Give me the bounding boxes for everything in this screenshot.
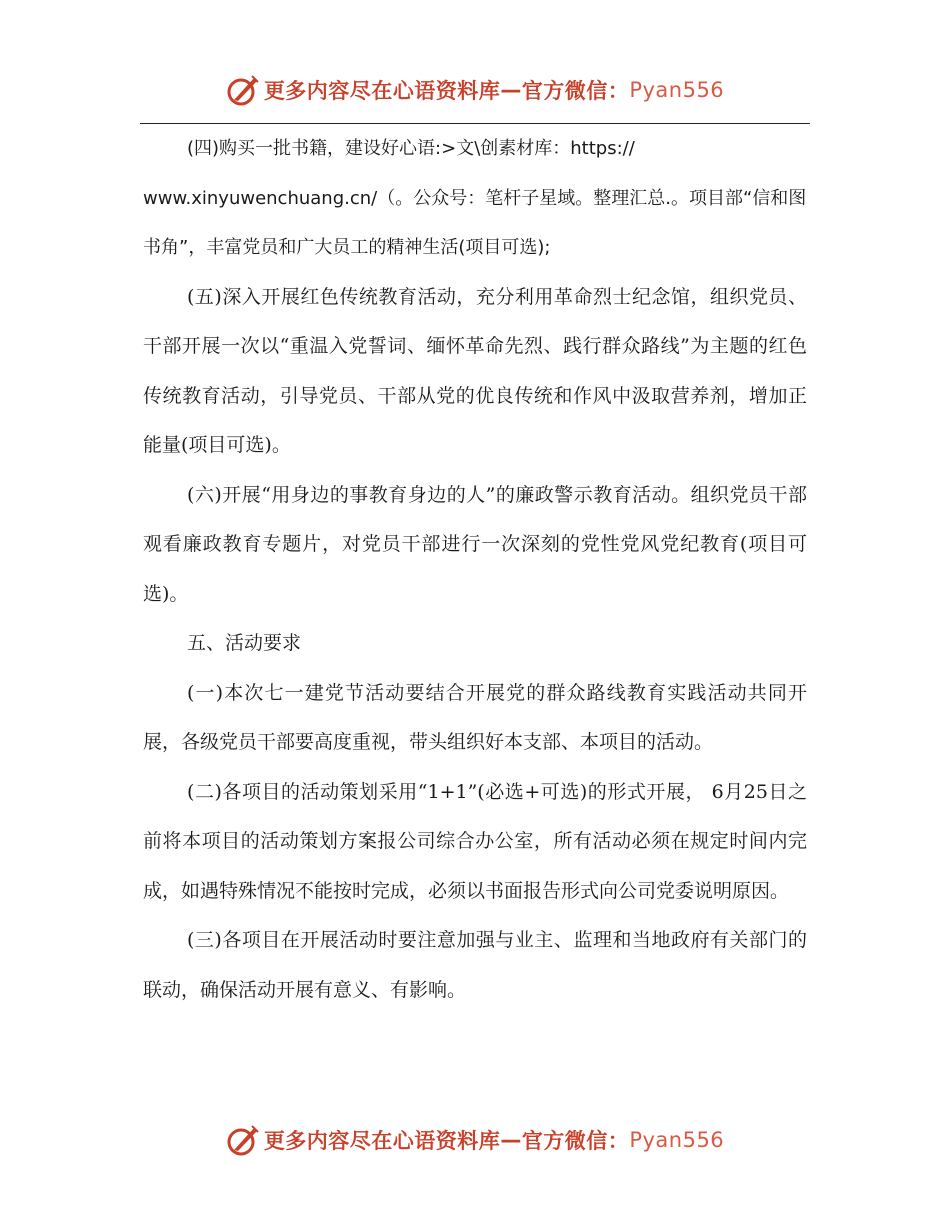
footer-main-text: 更多内容尽在心语资料库	[263, 1129, 501, 1153]
paragraph-6: (六)开展“用身边的事教育身边的人”的廉政警示教育活动。组织党员干部观看廉政教育专题片，对党员干部进行一次深刻的党性党风党纪教育(项目可选)。	[143, 483, 807, 605]
requirement-2: (二)各项目的活动策划采用“1+1”(必选+可选)的形式开展， 6月25日之前将本项目的活动策划方案报公司综合办公室，所有活动必须在规定时间内完成，如遇特殊情况不能按时完成，必须以书面报告形式向公司党委说明原因。	[143, 780, 807, 902]
section-heading-5: 五、活动要求	[187, 632, 302, 654]
quill-logo-icon	[226, 1123, 260, 1157]
footer-banner	[0, 1120, 950, 1160]
requirement-1: (一)本次七一建党节活动要结合开展党的群众路线教育实践活动共同开展，各级党员干部要高度重视，带头组织好本支部、本项目的活动。	[143, 681, 807, 753]
requirement-3: (三)各项目在开展活动时要注意加强与业主、监理和当地政府有关部门的联动，确保活动开展有意义、有影响。	[143, 929, 807, 1001]
banner-wechat-id: Pyan556	[629, 78, 725, 102]
quill-logo-icon	[226, 73, 260, 107]
paragraph-5: (五)深入开展红色传统教育活动，充分利用革命烈士纪念馆，组织党员、干部开展一次以“重温入党誓词、缅怀革命先烈、践行群众路线”为主题的红色传统教育活动，引导党员、干部从党的优良传统和作风中汲取营养剂，增加正能量(项目可选)。	[143, 285, 807, 456]
header-banner	[0, 70, 950, 110]
footer-dash: —	[500, 1128, 522, 1152]
document-body	[143, 124, 807, 1015]
paragraph-4-line-3: 书角”，丰富党员和广大员工的精神生活(项目可选);	[143, 237, 551, 258]
banner-wechat-label: 官方微信：	[521, 79, 630, 103]
footer-wechat-id: Pyan556	[629, 1128, 725, 1152]
paragraph-4-line-1: (四)购买一批书籍，建设好心语:>文\创素材库：https://	[187, 138, 635, 159]
footer-wechat-label: 官方微信：	[521, 1129, 630, 1153]
banner-main-text: 更多内容尽在心语资料库	[263, 79, 501, 103]
banner-dash: —	[500, 78, 522, 102]
paragraph-4-line-2: www.xinyuwenchuang.cn/（。公众号：笔杆子星域。整理汇总.。项目部“信和图	[143, 187, 807, 209]
